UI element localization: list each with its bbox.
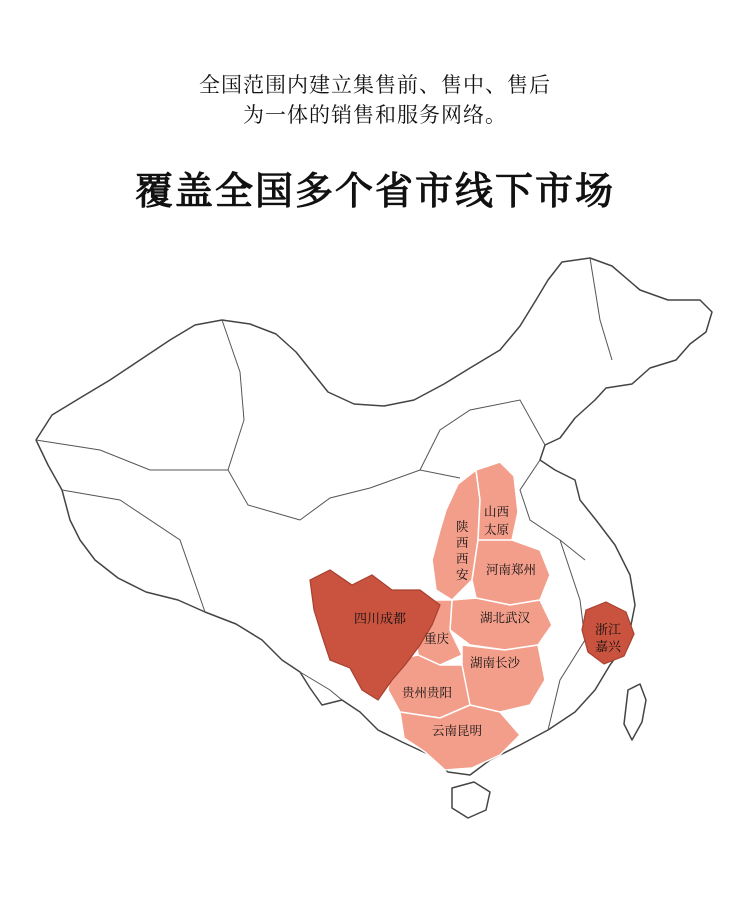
- taiwan-outline: [624, 684, 646, 740]
- intro-line-2: 为一体的销售和服务网络。: [243, 103, 507, 127]
- map-canvas: [0, 240, 750, 900]
- label-shaanxi-1: 陕: [456, 519, 469, 534]
- label-shaanxi-3: 西: [456, 551, 469, 566]
- label-zhejiang-2: 嘉兴: [595, 640, 622, 655]
- label-shaanxi-4: 安: [456, 567, 469, 582]
- label-shanxi-1: 山西: [484, 504, 510, 519]
- label-shanxi-2: 太原: [484, 522, 510, 537]
- label-hunan: 湖南长沙: [470, 655, 521, 670]
- china-coverage-map: [0, 240, 750, 900]
- label-hubei: 湖北武汉: [480, 610, 531, 625]
- hainan-outline: [452, 782, 490, 818]
- label-shaanxi-2: 西: [456, 535, 469, 550]
- page-title: 覆盖全国多个省市线下市场: [134, 169, 615, 213]
- label-zhejiang-1: 浙江: [595, 623, 622, 638]
- label-yunnan: 云南昆明: [432, 723, 483, 738]
- label-henan: 河南郑州: [486, 562, 537, 577]
- label-chongqing: 重庆: [424, 631, 450, 646]
- label-sichuan: 四川成都: [354, 612, 407, 627]
- intro-line-1: 全国范围内建立集售前、售中、售后: [199, 73, 551, 97]
- intro-text: [0, 70, 750, 130]
- label-guizhou: 贵州贵阳: [402, 685, 453, 700]
